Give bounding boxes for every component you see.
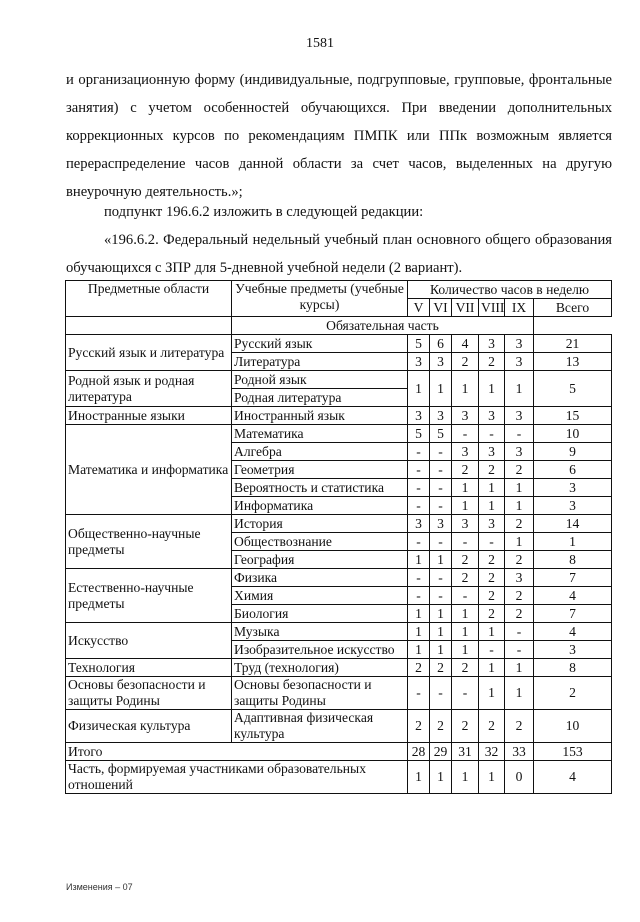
- hours-cell: -: [430, 461, 452, 479]
- subject-cell: География: [232, 551, 408, 569]
- hours-cell: 29: [430, 743, 452, 761]
- hours-cell: 3: [479, 443, 505, 461]
- hours-cell: 1: [452, 497, 479, 515]
- hours-cell: 2: [505, 710, 534, 743]
- hours-cell: 3: [479, 335, 505, 353]
- table-row: [66, 710, 612, 743]
- footer-note: Изменения – 07: [66, 882, 133, 892]
- subject-cell: Музыка: [232, 623, 408, 641]
- hours-cell: 2: [505, 551, 534, 569]
- mandatory-part-row: [66, 317, 612, 335]
- hours-cell: 6: [430, 335, 452, 353]
- total-cell: 3: [534, 497, 612, 515]
- hours-cell: 28: [408, 743, 430, 761]
- hours-cell: 33: [505, 743, 534, 761]
- total-row: [66, 743, 612, 761]
- hours-cell: -: [408, 497, 430, 515]
- hours-cell: 3: [505, 569, 534, 587]
- hours-cell: -: [479, 533, 505, 551]
- hours-cell: -: [430, 587, 452, 605]
- hours-cell: -: [408, 443, 430, 461]
- hours-cell: 2: [479, 461, 505, 479]
- table-row: [66, 569, 612, 587]
- table-row: [66, 623, 612, 641]
- hours-cell: 2: [479, 710, 505, 743]
- total-cell: 153: [534, 743, 612, 761]
- total-cell: 5: [534, 371, 612, 407]
- hours-cell: -: [430, 569, 452, 587]
- hours-cell: 2: [452, 569, 479, 587]
- hours-cell: -: [430, 533, 452, 551]
- hours-cell: 2: [430, 659, 452, 677]
- hours-cell: 3: [505, 407, 534, 425]
- grade-header: VI: [430, 299, 452, 317]
- hours-cell: 2: [505, 587, 534, 605]
- hours-cell: 2: [479, 569, 505, 587]
- area-cell: Технология: [66, 659, 232, 677]
- hours-cell: 2: [505, 605, 534, 623]
- subject-cell: Родная литература: [232, 389, 408, 407]
- total-cell: 10: [534, 710, 612, 743]
- hours-cell: 2: [452, 353, 479, 371]
- hours-cell: 1: [408, 623, 430, 641]
- hours-cell: -: [479, 425, 505, 443]
- hours-cell: 1: [408, 641, 430, 659]
- page-number: 1581: [306, 36, 334, 51]
- header-hours: Количество часов в неделю: [408, 281, 612, 299]
- hours-cell: 3: [430, 515, 452, 533]
- hours-cell: 1: [505, 479, 534, 497]
- hours-cell: -: [430, 479, 452, 497]
- hours-cell: 3: [505, 353, 534, 371]
- hours-cell: 2: [505, 515, 534, 533]
- hours-cell: 1: [430, 605, 452, 623]
- total-cell: 14: [534, 515, 612, 533]
- hours-cell: 1: [505, 533, 534, 551]
- hours-cell: 1: [408, 551, 430, 569]
- area-cell: Физическая культура: [66, 710, 232, 743]
- table-row: [66, 515, 612, 533]
- hours-cell: 1: [479, 659, 505, 677]
- total-cell: 7: [534, 569, 612, 587]
- hours-cell: 5: [408, 335, 430, 353]
- grade-header: VIII: [479, 299, 505, 317]
- subject-cell: Биология: [232, 605, 408, 623]
- hours-cell: 3: [452, 515, 479, 533]
- hours-cell: 32: [479, 743, 505, 761]
- hours-cell: 0: [505, 761, 534, 794]
- hours-cell: 1: [430, 641, 452, 659]
- total-cell: 4: [534, 587, 612, 605]
- hours-cell: 1: [430, 371, 452, 407]
- total-cell: 2: [534, 677, 612, 710]
- hours-cell: 2: [408, 659, 430, 677]
- hours-cell: 3: [452, 443, 479, 461]
- hours-cell: -: [452, 533, 479, 551]
- subject-cell: Основы безопасности и защиты Родины: [232, 677, 408, 710]
- total-cell: 10: [534, 425, 612, 443]
- subject-cell: Русский язык: [232, 335, 408, 353]
- subject-cell: Труд (технология): [232, 659, 408, 677]
- hours-cell: 1: [479, 623, 505, 641]
- hours-cell: 3: [408, 353, 430, 371]
- hours-cell: 1: [408, 605, 430, 623]
- hours-cell: -: [452, 425, 479, 443]
- hours-cell: 2: [452, 659, 479, 677]
- hours-cell: 3: [479, 407, 505, 425]
- area-cell: Иностранные языки: [66, 407, 232, 425]
- hours-cell: 1: [430, 761, 452, 794]
- hours-cell: -: [479, 641, 505, 659]
- total-cell: 6: [534, 461, 612, 479]
- table-row: [66, 371, 612, 389]
- hours-cell: 2: [479, 353, 505, 371]
- hours-cell: 3: [408, 515, 430, 533]
- table-row: [66, 335, 612, 353]
- hours-cell: 2: [479, 551, 505, 569]
- hours-cell: 1: [452, 479, 479, 497]
- hours-cell: 3: [479, 515, 505, 533]
- hours-cell: -: [430, 677, 452, 710]
- hours-cell: 5: [430, 425, 452, 443]
- hours-cell: 1: [452, 761, 479, 794]
- subject-cell: Адаптивная физическая культура: [232, 710, 408, 743]
- hours-cell: 3: [430, 353, 452, 371]
- paragraph-subpoint: подпункт 196.6.2 изложить в следующей редакции:: [104, 204, 424, 220]
- subject-cell: История: [232, 515, 408, 533]
- grade-header: Всего: [534, 299, 612, 317]
- hours-cell: -: [408, 569, 430, 587]
- hours-cell: 1: [505, 371, 534, 407]
- subject-cell: Физика: [232, 569, 408, 587]
- hours-cell: -: [505, 641, 534, 659]
- area-cell: Основы безопасности и защиты Родины: [66, 677, 232, 710]
- mandatory-part-label: Обязательная часть: [232, 317, 534, 335]
- area-cell: Искусство: [66, 623, 232, 659]
- area-cell: Естественно-научные предметы: [66, 569, 232, 623]
- subject-cell: Иностранный язык: [232, 407, 408, 425]
- total-cell: 13: [534, 353, 612, 371]
- hours-cell: 1: [452, 641, 479, 659]
- subject-cell: Родной язык: [232, 371, 408, 389]
- hours-cell: 1: [452, 623, 479, 641]
- subject-cell: Вероятность и статистика: [232, 479, 408, 497]
- total-cell: 9: [534, 443, 612, 461]
- hours-cell: 2: [479, 587, 505, 605]
- hours-cell: 2: [452, 551, 479, 569]
- area-cell: Родной язык и родная литература: [66, 371, 232, 407]
- hours-cell: 3: [408, 407, 430, 425]
- curriculum-table: [65, 280, 612, 794]
- hours-cell: 1: [505, 659, 534, 677]
- header-areas: Предметные области: [66, 281, 232, 317]
- hours-cell: 1: [452, 371, 479, 407]
- hours-cell: 1: [408, 371, 430, 407]
- grade-header: V: [408, 299, 430, 317]
- hours-cell: -: [452, 677, 479, 710]
- area-cell: Общественно-научные предметы: [66, 515, 232, 569]
- hours-cell: 1: [479, 479, 505, 497]
- subject-cell: Информатика: [232, 497, 408, 515]
- hours-cell: -: [452, 587, 479, 605]
- hours-cell: -: [505, 623, 534, 641]
- hours-cell: 3: [505, 335, 534, 353]
- hours-cell: 2: [430, 710, 452, 743]
- hours-cell: 2: [408, 710, 430, 743]
- grade-header: IX: [505, 299, 534, 317]
- hours-cell: -: [430, 497, 452, 515]
- hours-cell: 31: [452, 743, 479, 761]
- area-cell: Математика и информатика: [66, 425, 232, 515]
- table-row: [66, 425, 612, 443]
- part-formed-label: Часть, формируемая участниками образовательных отношений: [66, 761, 408, 794]
- hours-cell: 1: [479, 761, 505, 794]
- hours-cell: -: [505, 425, 534, 443]
- total-cell: 3: [534, 641, 612, 659]
- header-subjects: Учебные предметы (учебные курсы): [232, 281, 408, 317]
- total-cell: 8: [534, 659, 612, 677]
- hours-cell: -: [408, 479, 430, 497]
- part-formed-row: [66, 761, 612, 794]
- total-cell: 15: [534, 407, 612, 425]
- hours-cell: -: [408, 533, 430, 551]
- hours-cell: 2: [505, 461, 534, 479]
- table-header-row: [66, 281, 612, 299]
- hours-cell: 1: [505, 497, 534, 515]
- hours-cell: 1: [452, 605, 479, 623]
- hours-cell: 2: [452, 710, 479, 743]
- hours-cell: -: [408, 587, 430, 605]
- hours-cell: 3: [452, 407, 479, 425]
- hours-cell: 1: [430, 551, 452, 569]
- hours-cell: 3: [505, 443, 534, 461]
- hours-cell: 1: [430, 623, 452, 641]
- hours-cell: 3: [430, 407, 452, 425]
- total-cell: 4: [534, 623, 612, 641]
- grade-header: VII: [452, 299, 479, 317]
- subject-cell: Литература: [232, 353, 408, 371]
- total-cell: 8: [534, 551, 612, 569]
- empty-cell: [66, 317, 232, 335]
- hours-cell: 1: [479, 677, 505, 710]
- hours-cell: 5: [408, 425, 430, 443]
- subject-cell: Математика: [232, 425, 408, 443]
- paragraph-plan-title: «196.6.2. Федеральный недельный учебный план основного общего образования обучающихся с ЗПР для 5-дневной учебной недели (2 вариант).: [66, 232, 612, 276]
- subject-cell: Изобразительное искусство: [232, 641, 408, 659]
- total-cell: 21: [534, 335, 612, 353]
- table-row: [66, 407, 612, 425]
- hours-cell: 1: [479, 497, 505, 515]
- hours-cell: 1: [479, 371, 505, 407]
- total-cell: 3: [534, 479, 612, 497]
- hours-cell: 4: [452, 335, 479, 353]
- total-cell: 4: [534, 761, 612, 794]
- subject-cell: Геометрия: [232, 461, 408, 479]
- hours-cell: 2: [452, 461, 479, 479]
- total-label: Итого: [66, 743, 408, 761]
- subject-cell: Обществознание: [232, 533, 408, 551]
- hours-cell: 1: [408, 761, 430, 794]
- hours-cell: 1: [505, 677, 534, 710]
- hours-cell: -: [408, 461, 430, 479]
- paragraph-continuation: и организационную форму (индивидуальные, подгрупповые, групповые, фронтальные занятия) с учетом особенностей обучающихся. При введении дополнительных коррекционных курсов по рекомендациям ПМПК или ППк возможным является перераспределение часов данной области за счет часов, выделенных на другую внеурочную деятельность.»;: [66, 72, 612, 200]
- hours-cell: -: [408, 677, 430, 710]
- subject-cell: Алгебра: [232, 443, 408, 461]
- table-row: [66, 677, 612, 710]
- total-cell: 7: [534, 605, 612, 623]
- area-cell: Русский язык и литература: [66, 335, 232, 371]
- hours-cell: -: [430, 443, 452, 461]
- subject-cell: Химия: [232, 587, 408, 605]
- total-cell: 1: [534, 533, 612, 551]
- table-row: [66, 659, 612, 677]
- hours-cell: 2: [479, 605, 505, 623]
